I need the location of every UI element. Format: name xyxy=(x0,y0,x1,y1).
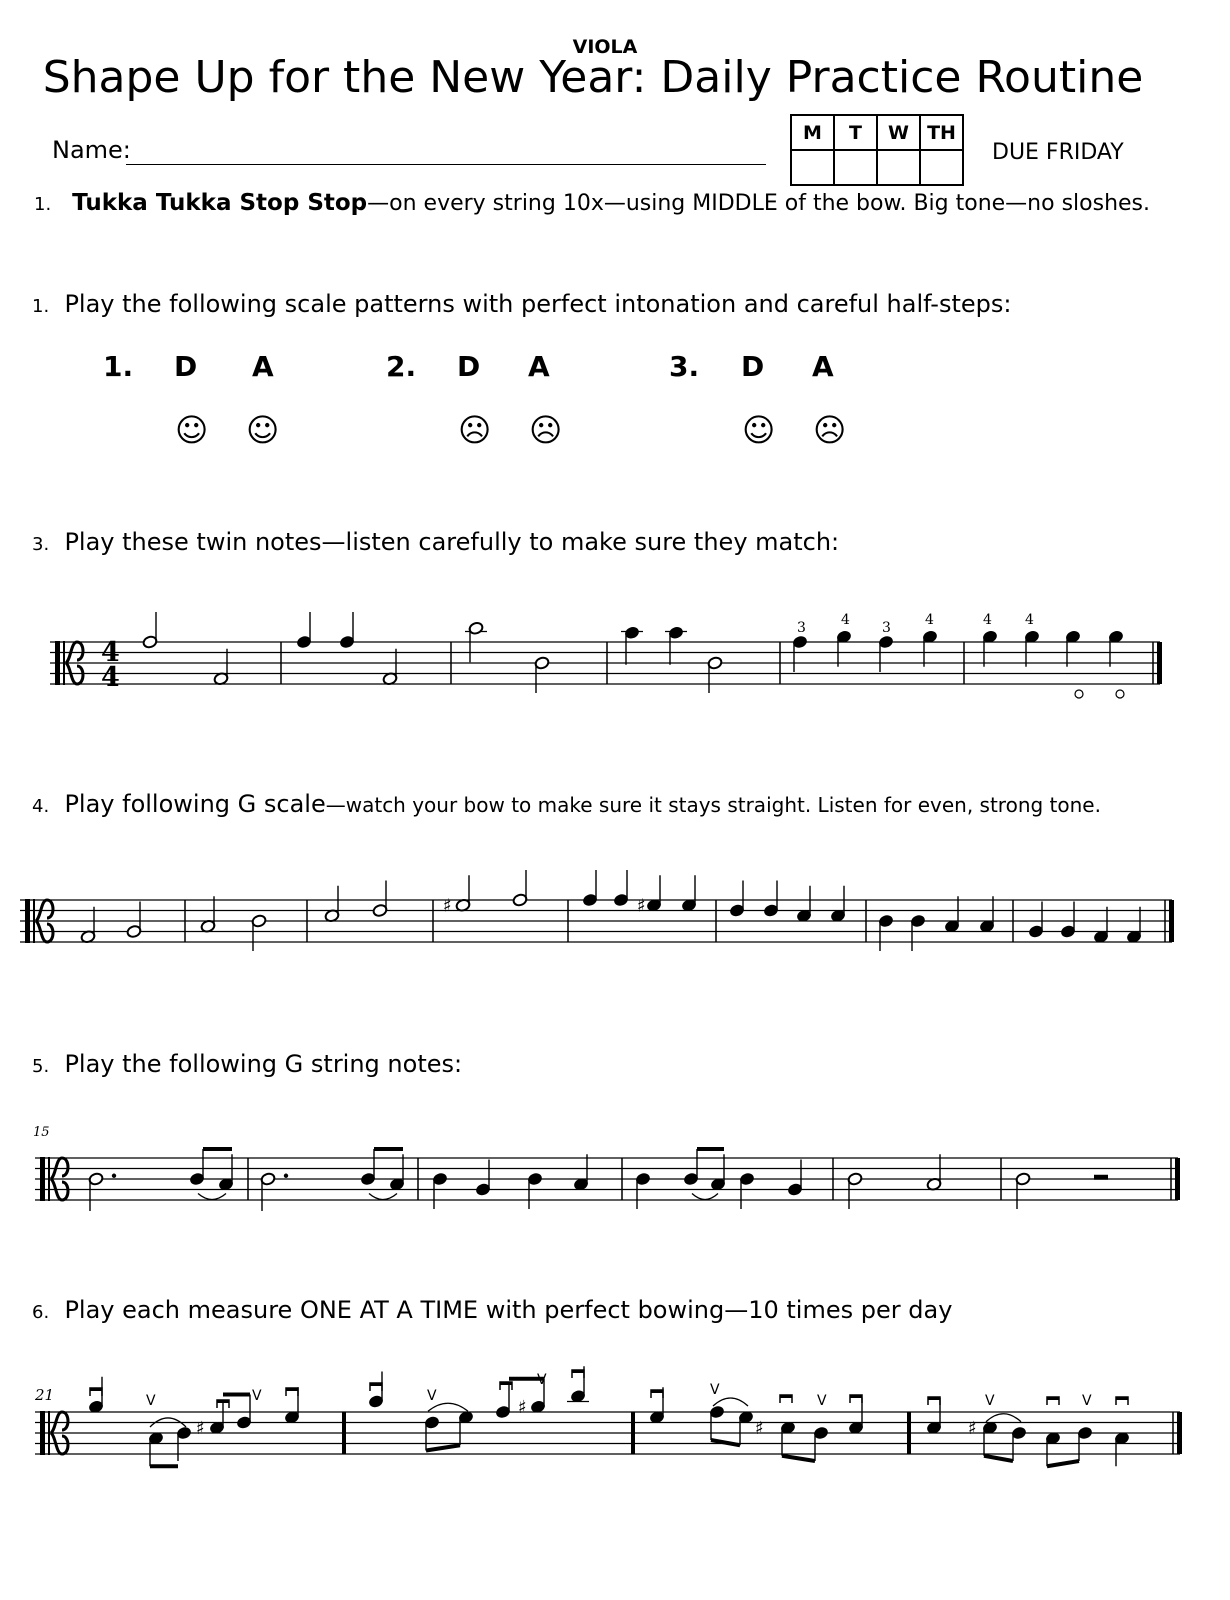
open-string-icon xyxy=(1075,690,1083,698)
instruction-number: 1. xyxy=(32,296,50,317)
pattern-1-number: 1. xyxy=(103,350,134,383)
up-bow-icon: V xyxy=(1082,1393,1092,1409)
pattern-3-number: 3. xyxy=(669,350,700,383)
pattern-1-a: A xyxy=(252,350,274,383)
time-signature-bottom: 4 xyxy=(101,662,120,693)
page-title: Shape Up for the New Year: Daily Practice Routine xyxy=(42,52,1144,103)
day-wednesday: W xyxy=(877,115,920,150)
pattern-2-d: D xyxy=(457,350,481,383)
pattern-2-number: 2. xyxy=(386,350,417,383)
exercise-name: Tukka Tukka Stop Stop xyxy=(72,190,368,216)
smiley-face-icon: ☺ xyxy=(742,411,776,449)
fingering: 3 xyxy=(882,620,891,636)
instruction-text: Play the following scale patterns with perfect intonation and careful half-steps: xyxy=(64,290,1012,318)
sharp-icon: ♯ xyxy=(968,1417,977,1439)
up-bow-icon: V xyxy=(710,1382,720,1398)
half-rest xyxy=(1094,1175,1108,1180)
staff-twin-notes xyxy=(50,612,1162,698)
frowning-face-icon: ☹ xyxy=(529,411,563,449)
staff-g-string xyxy=(35,1149,1180,1211)
down-bow-icon xyxy=(780,1395,792,1398)
fingering: 4 xyxy=(983,612,992,628)
beam xyxy=(984,1456,1013,1461)
down-bow-icon xyxy=(286,1388,298,1391)
down-bow-icon xyxy=(850,1395,862,1398)
up-bow-icon: V xyxy=(427,1388,437,1404)
instruction-text: Play these twin notes—listen carefully to make sure they match: xyxy=(64,528,840,556)
day-monday: M xyxy=(791,115,834,150)
staff-bowing xyxy=(35,1366,1182,1466)
slur xyxy=(692,1194,718,1200)
day-tuesday: T xyxy=(834,115,877,150)
alto-clef-icon xyxy=(40,1157,45,1201)
slur xyxy=(369,1194,397,1200)
alto-clef-icon xyxy=(63,641,65,685)
double-barline xyxy=(342,1412,346,1454)
open-string-icon xyxy=(1116,690,1124,698)
beam xyxy=(711,1440,740,1445)
instruction-number: 6. xyxy=(32,1302,50,1323)
time-signature-top: 4 xyxy=(101,637,120,668)
frowning-face-icon: ☹ xyxy=(458,411,492,449)
fingering: 4 xyxy=(841,612,850,628)
alto-clef-icon xyxy=(33,899,35,943)
smiley-face-icon: ☺ xyxy=(175,411,209,449)
up-bow-icon: V xyxy=(817,1393,827,1409)
slur xyxy=(198,1194,226,1200)
beam xyxy=(782,1456,815,1461)
up-bow-icon: V xyxy=(252,1388,262,1404)
sharp-icon: ♯ xyxy=(755,1417,764,1439)
day-thursday: TH xyxy=(920,115,963,150)
down-bow-icon xyxy=(1047,1397,1059,1400)
double-barline xyxy=(631,1412,635,1454)
staff-g-scale xyxy=(20,870,1174,951)
augmentation-dot xyxy=(284,1174,288,1178)
instruction-number: 4. xyxy=(32,796,50,817)
double-barline xyxy=(907,1412,911,1454)
name-label: Name: xyxy=(52,136,131,164)
slur xyxy=(713,1398,748,1406)
instruction-number: 3. xyxy=(32,534,50,555)
down-bow-icon xyxy=(90,1388,102,1391)
slur xyxy=(986,1414,1021,1422)
smiley-face-icon: ☺ xyxy=(246,411,280,449)
pattern-3-a: A xyxy=(812,350,834,383)
pattern-3-d: D xyxy=(741,350,765,383)
instruction-text: —on every string 10x—using MIDDLE of the bow. Big tone—no sloshes. xyxy=(367,191,1150,216)
instrument-label: VIOLA xyxy=(572,36,638,58)
instruction-text: Play each measure ONE AT A TIME with perfect bowing—10 times per day xyxy=(64,1296,953,1324)
up-bow-icon: V xyxy=(146,1393,156,1409)
beam xyxy=(1047,1461,1079,1466)
measure-number: 15 xyxy=(33,1125,50,1140)
sharp-icon: ♯ xyxy=(637,895,646,917)
sharp-icon: ♯ xyxy=(196,1417,205,1439)
instruction-text: Play the following G string notes: xyxy=(64,1050,463,1078)
down-bow-icon xyxy=(370,1383,382,1386)
due-date: DUE FRIDAY xyxy=(992,140,1124,165)
fingering: 4 xyxy=(1025,612,1034,628)
down-bow-icon xyxy=(572,1370,584,1373)
pattern-2-a: A xyxy=(528,350,550,383)
alto-clef-icon xyxy=(55,641,60,685)
fingering: 3 xyxy=(797,620,806,636)
alto-clef-icon xyxy=(40,1411,45,1455)
slur xyxy=(428,1403,468,1411)
alto-clef-icon xyxy=(48,1411,50,1455)
frowning-face-icon: ☹ xyxy=(813,411,847,449)
final-barline xyxy=(1177,1412,1182,1454)
instruction-number: 5. xyxy=(32,1056,50,1077)
sharp-icon: ♯ xyxy=(443,895,452,917)
fingering: 4 xyxy=(925,612,934,628)
final-barline xyxy=(1175,1158,1180,1200)
pattern-1-d: D xyxy=(174,350,198,383)
down-bow-icon xyxy=(217,1400,229,1403)
final-barline xyxy=(1157,642,1162,684)
up-bow-icon: V xyxy=(985,1393,995,1409)
instruction-text: Play following G scale xyxy=(64,790,326,818)
measure-number: 21 xyxy=(35,1386,55,1404)
alto-clef-icon xyxy=(48,1157,50,1201)
sharp-icon: ♯ xyxy=(518,1396,527,1418)
alto-clef-icon xyxy=(25,899,30,943)
final-barline xyxy=(1169,900,1174,942)
instruction-text-detail: —watch your bow to make sure it stays straight. Listen for even, strong tone. xyxy=(325,793,1101,817)
instruction-number: 1. xyxy=(34,194,52,215)
beam xyxy=(426,1445,460,1450)
down-bow-icon xyxy=(1116,1397,1128,1400)
up-bow-icon: V xyxy=(537,1372,547,1388)
augmentation-dot xyxy=(112,1174,116,1178)
down-bow-icon xyxy=(928,1397,940,1400)
down-bow-icon xyxy=(500,1382,512,1385)
down-bow-icon xyxy=(651,1390,663,1393)
